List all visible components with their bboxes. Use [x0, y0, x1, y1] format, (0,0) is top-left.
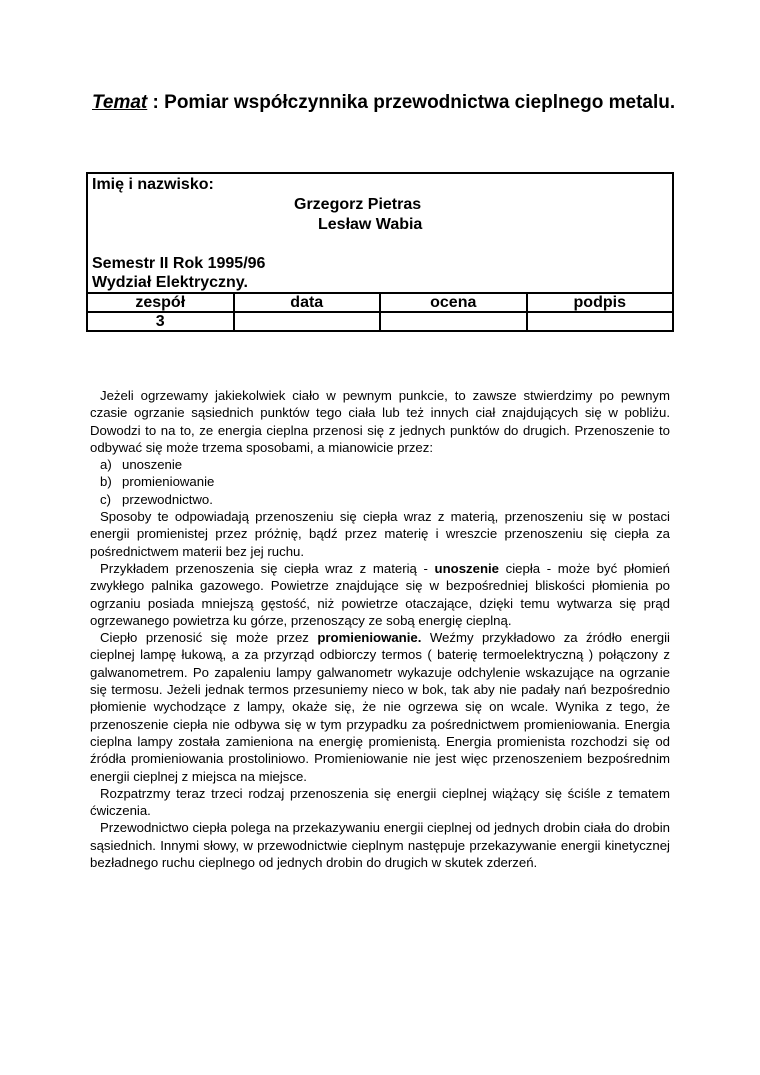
- names-label: Imię i nazwisko:: [92, 176, 214, 193]
- list-marker: a): [100, 457, 112, 473]
- term-radiation: promieniowanie.: [317, 630, 422, 646]
- cell-podpis: [527, 312, 674, 331]
- list-item: [100, 473, 670, 490]
- list-item-text: przewodnictwo.: [122, 491, 213, 507]
- list-item: [100, 456, 670, 473]
- cell-ocena: [380, 312, 527, 331]
- header-data: data: [234, 293, 381, 312]
- list-item: [100, 491, 670, 508]
- list-item-text: promieniowanie: [122, 474, 215, 490]
- grade-table: [86, 292, 674, 332]
- paragraph-convection: [90, 560, 670, 629]
- title-separator: :: [147, 92, 165, 113]
- document-title: [92, 91, 692, 115]
- paragraph-text: ciepła - może być płomień zwykłego palnika gazowego. Powietrze znajdujące się w bezpośredniej bliskości płomienia po ogrzaniu posiada mniejszą gęstość, niż powietrze otaczające, dzięki temu wytwarza się prąd ogrzewanego powietrza ku górze, przenoszący ze sobą energię cieplną.: [90, 560, 670, 628]
- paragraph-methods: Sposoby te odpowiadają przenoszeniu się ciepła wraz z materią, przenoszeniu się w postaci energii promienistej przez próżnię, bądź przez materię i wreszcie przenoszeniu się ciepła za pośrednictwem materii bez jej ruchu.: [90, 509, 670, 559]
- header-zespol: zespół: [87, 293, 234, 312]
- cell-data: [234, 312, 381, 331]
- list-marker: c): [100, 491, 111, 507]
- paragraph-text: Przykładem przenoszenia się ciepła wraz z materią -: [100, 560, 435, 576]
- methods-list: [90, 456, 670, 508]
- term-convection: unoszenie: [434, 560, 500, 576]
- header-podpis: podpis: [527, 293, 674, 312]
- author-name-1: Grzegorz Pietras: [294, 196, 422, 213]
- table-header-row: [87, 293, 673, 312]
- paragraph-text: Ciepło przenosić się może przez: [100, 630, 318, 646]
- list-marker: b): [100, 474, 112, 490]
- faculty-line: Wydział Elektryczny.: [92, 274, 248, 291]
- title-text: Pomiar współczynnika przewodnictwa cieplnego metalu.: [164, 92, 676, 113]
- paragraph-conduction: Przewodnictwo ciepła polega na przekazywaniu energii cieplnej od jednych drobin ciała do drobin sąsiednich. Innymi słowy, w przewodnictwie cieplnym następuje przekazywanie energii kinetycznej bezładnego ruchu cieplnego od jednych drobin do drugich w skutek zderzeń.: [90, 820, 670, 871]
- info-box: [86, 172, 674, 332]
- list-item-text: unoszenie: [122, 457, 183, 473]
- table-row: [87, 312, 673, 331]
- author-name-2: Lesław Wabia: [318, 216, 423, 233]
- title-prefix: Temat: [92, 92, 148, 113]
- body-text: [90, 387, 670, 871]
- paragraph-intro: Jeżeli ogrzewamy jakiekolwiek ciało w pewnym punkcie, to zawsze stwierdzimy po pewnym czasie ogrzanie sąsiednich punktów tego ciała lub też innych ciał znajdujących się w pobliżu. Dowodzi to na to, ze energia cieplna przenosi się z jednych punktów do drugich. Przenoszenie to odbywać się może trzema sposobami, a mianowicie przez:: [90, 388, 670, 455]
- paragraph-radiation: [90, 629, 670, 785]
- paragraph-third-type: Rozpatrzmy teraz trzeci rodzaj przenoszenia się energii cieplnej wiążący się ściśle z tematem ćwiczenia.: [90, 785, 670, 819]
- cell-zespol: 3: [87, 312, 234, 331]
- header-ocena: ocena: [380, 293, 527, 312]
- paragraph-text: Weźmy przykładowo za źródło energii cieplnej lampę łukową, a za przyrząd odbiorczy termos ( baterię termoelektryczną ) połączony z galwanometrem. Po zapaleniu lampy galwanometr wykazuje odchylenie wskazujące na ogrzanie się termosu. Jeżeli jednak termos przesuniemy nieco w bok, tak aby nie padały nań bezpośrednio płomienie wychodzące z lampy, okaże się, że nie ogrzewa się on wcale. Wynika z tego, że przenoszenie ciepła nie odbywa się w tym przypadku za pośrednictwem promieniowania. Energia cieplna lampy została zamieniona na energię promienistą. Energia promienista rozchodzi się od źródła promieniowania prostoliniowo. Promieniowanie nie jest więc przenoszeniem bezpośrednim energii cieplnej z miejsca na miejsce.: [90, 630, 670, 784]
- semester-line: Semestr II Rok 1995/96: [92, 255, 266, 272]
